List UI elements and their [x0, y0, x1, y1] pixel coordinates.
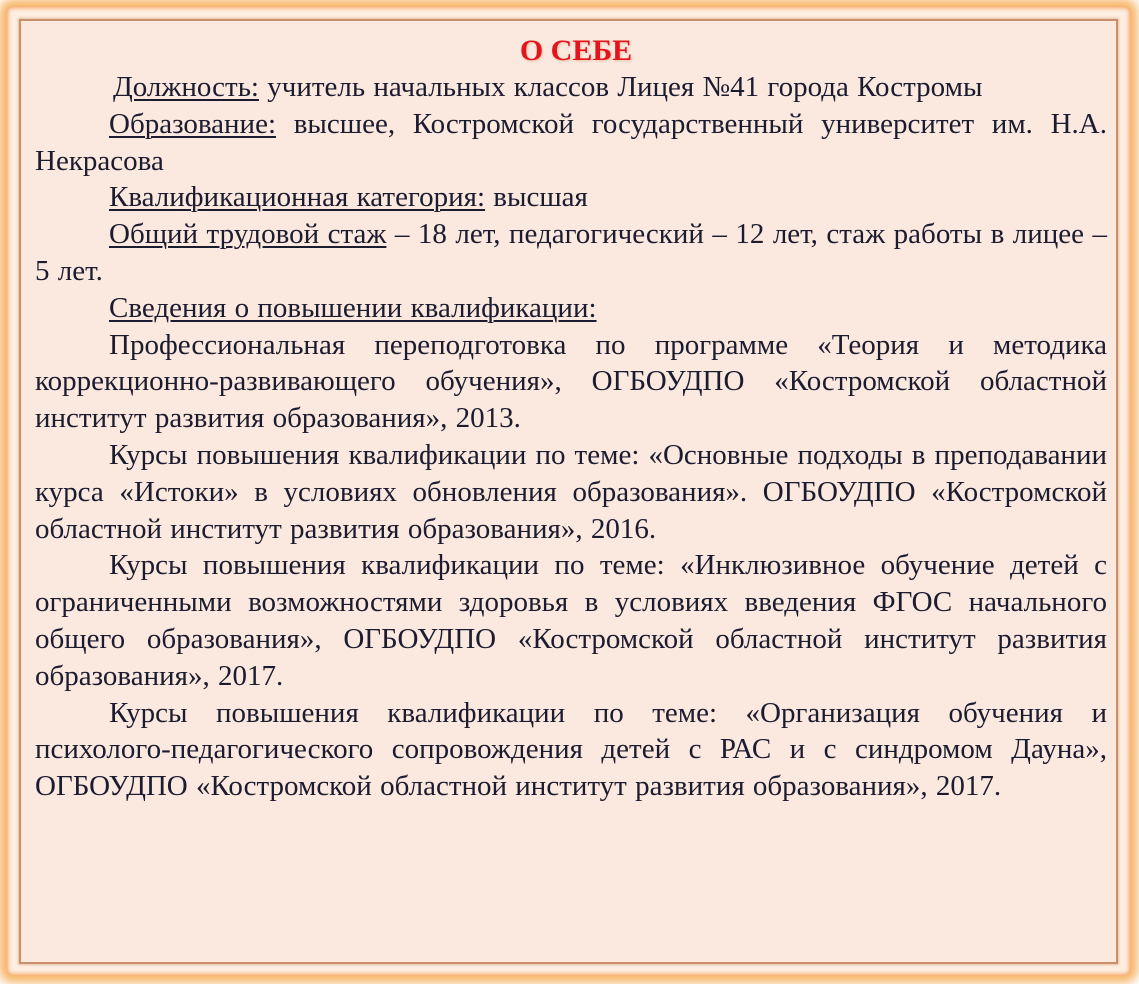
qualification-category-label: Квалификационная категория: — [109, 181, 486, 214]
text-body — [35, 33, 1107, 805]
education-value: высшее, Костромской государственный университет им. Н.А. Некрасова — [35, 107, 1107, 177]
page-title: О СЕБЕ — [519, 34, 633, 67]
content-panel — [19, 19, 1118, 964]
education-line — [35, 106, 1107, 180]
training-item: Профессиональная переподготовка по программе «Теория и методика коррекционно-развивающего обучения», ОГБОУДПО «Костромской областной институт развития образования», 2013. — [35, 328, 1107, 435]
training-heading: Сведения о повышении квалификации: — [109, 291, 597, 324]
position-line — [35, 69, 1107, 106]
qualification-category-line — [35, 179, 1107, 216]
training-heading-line — [35, 290, 1107, 327]
work-experience-line — [35, 216, 1107, 290]
position-value: учитель начальных классов Лицея №41 города Костромы — [258, 71, 983, 103]
training-item: Курсы повышения квалификации по теме: «Организация обучения и психолого-педагогического сопровождения детей с РАС и с синдромом Дауна», ОГБОУДПО «Костромской областной институт развития образования», 2017. — [35, 696, 1107, 803]
qualification-category-value: высшая — [485, 181, 588, 214]
work-experience-label: Общий трудовой стаж — [109, 218, 387, 251]
work-experience-value: – 18 лет, педагогический – 12 лет, стаж работы в лицее – 5 лет. — [35, 218, 1107, 287]
education-label: Образование: — [109, 107, 277, 140]
training-item: Курсы повышения квалификации по теме: «Инклюзивное обучение детей с ограниченными возможностями здоровья в условиях введения ФГОС начального общего образования», ОГБОУДПО «Костромской областной институт развития образования», 2017. — [35, 549, 1107, 692]
training-item: Курсы повышения квалификации по теме: «Основные подходы в преподавании курса «Истоки» в условиях обновления образования». ОГБОУДПО «Костромской областной институт развития образования», 2016. — [35, 438, 1107, 545]
position-label: Должность: — [113, 71, 259, 103]
